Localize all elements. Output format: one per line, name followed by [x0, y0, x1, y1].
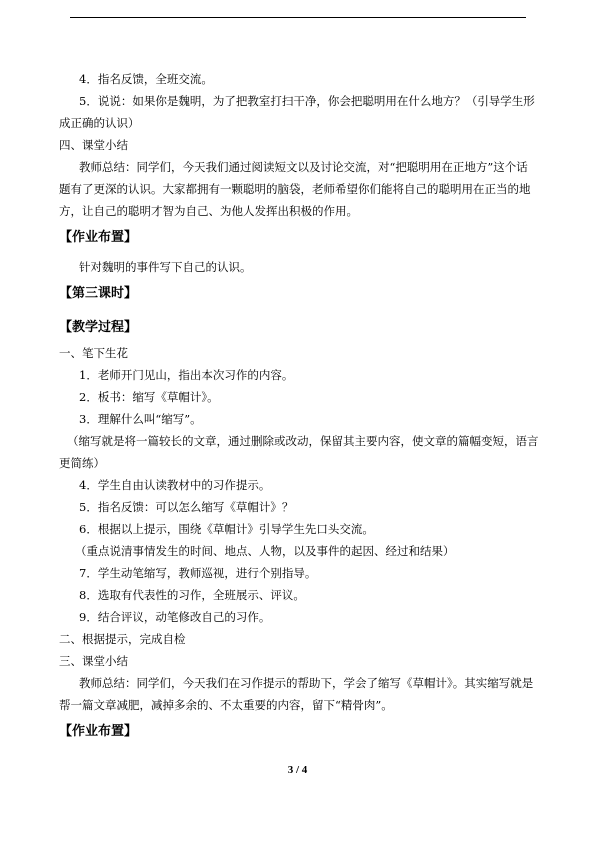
text-line: （重点说清事情发生的时间、地点、人物，以及事件的起因、经过和结果）: [75, 544, 455, 558]
text-paragraph: 教师总结：同学们，今天我们在习作提示的帮助下，学会了缩写《草帽计》。其实缩写就是帮一篇文章减肥，减掉多余的、不太重要的内容，留下“精骨肉”。: [59, 676, 534, 712]
bold-heading: 【作业布置】: [59, 230, 138, 245]
bold-heading: 【作业布置】: [59, 724, 138, 739]
text-paragraph: 教师总结：同学们，今天我们通过阅读短文以及讨论交流，对“把聪明用在正地方”这个话题有了更深的认识。大家都拥有一颗聪明的脑袋，老师希望你们能将自己的聪明用在正当的地方，让自己的聪明才智为自己、为他人发挥出积极的作用。: [59, 160, 531, 218]
text-line: 8．选取有代表性的习作，全班展示、评议。: [79, 588, 305, 602]
text-line: 2．板书：缩写《草帽计》。: [79, 390, 219, 404]
bold-heading: 【第三课时】: [59, 286, 138, 301]
section-heading: 三、课堂小结: [59, 654, 128, 668]
section-heading: 一、笔下生花: [59, 346, 128, 360]
text-line: 针对魏明的事件写下自己的认识。: [79, 260, 252, 274]
header-rule: [70, 17, 526, 18]
text-line: 4．学生自由认读教材中的习作提示。: [79, 478, 271, 492]
bold-heading: 【教学过程】: [59, 320, 138, 335]
text-line: 1．老师开门见山，指出本次习作的内容。: [79, 368, 294, 382]
section-heading: 二、根据提示，完成自检: [59, 632, 186, 646]
section-heading: 四、课堂小结: [59, 138, 128, 152]
text-line: 9．结合评议，动笔修改自己的习作。: [79, 610, 271, 624]
text-line: 6．根据以上提示，围绕《草帽计》引导学生先口头交流。: [79, 522, 374, 536]
text-line: 3．理解什么叫“缩写”。: [79, 412, 202, 426]
page-content: [59, 68, 539, 746]
page-number: 3 / 4: [287, 764, 308, 776]
text-line: 4．指名反馈，全班交流。: [79, 72, 213, 86]
text-paragraph: （缩写就是将一篇较长的文章，通过删除或改动，保留其主要内容，使文章的篇幅变短，语言更简练）: [59, 434, 539, 470]
text-line: 7．学生动笔缩写，教师巡视，进行个别指导。: [79, 566, 317, 580]
text-line: 5．指名反馈：可以怎么缩写《草帽计》？: [79, 500, 294, 514]
text-paragraph: 5．说说：如果你是魏明，为了把教室打扫干净，你会把聪明用在什么地方？（引导学生形成正确的认识）: [59, 94, 535, 130]
